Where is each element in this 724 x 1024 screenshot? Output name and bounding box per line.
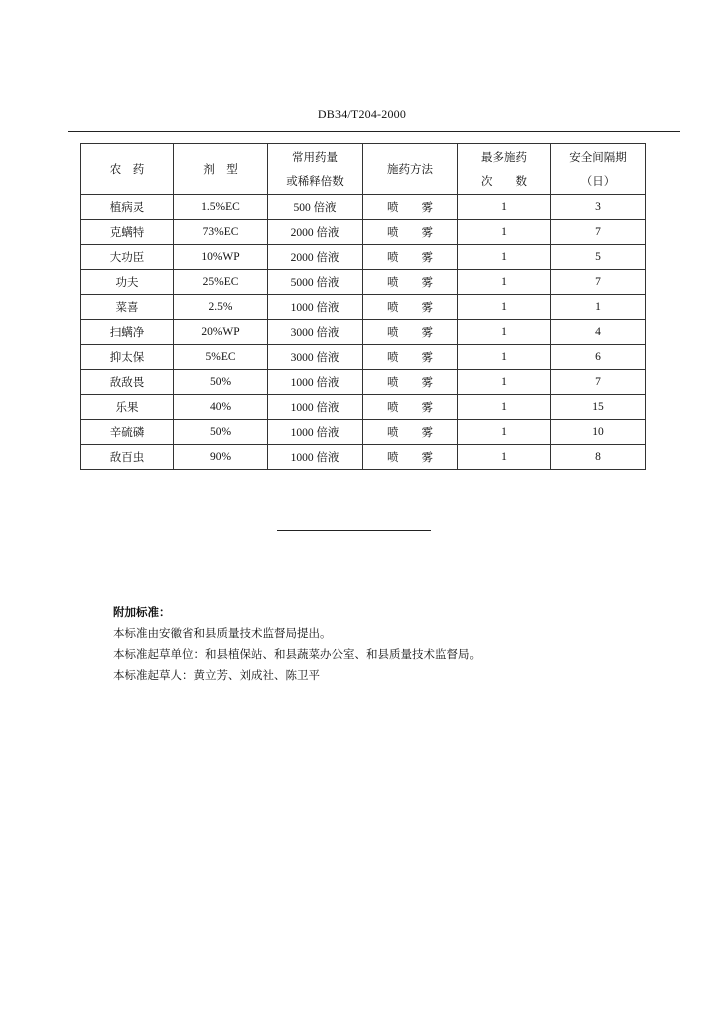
cell-interval: 7 — [551, 370, 646, 395]
cell-pesticide: 菜喜 — [81, 295, 174, 320]
cell-max-times: 1 — [458, 370, 551, 395]
table-row — [81, 270, 646, 295]
pesticide-safety-table — [80, 143, 646, 470]
cell-pesticide: 辛硫磷 — [81, 420, 174, 445]
cell-dosage: 1000 倍液 — [268, 370, 363, 395]
cell-pesticide: 敌敌畏 — [81, 370, 174, 395]
cell-dosage: 5000 倍液 — [268, 270, 363, 295]
cell-formulation: 90% — [174, 445, 268, 470]
cell-formulation: 50% — [174, 420, 268, 445]
cell-max-times: 1 — [458, 320, 551, 345]
cell-interval: 1 — [551, 295, 646, 320]
cell-formulation: 50% — [174, 370, 268, 395]
cell-max-times: 1 — [458, 195, 551, 220]
cell-pesticide: 扫螨净 — [81, 320, 174, 345]
cell-method: 喷 雾 — [363, 420, 458, 445]
cell-dosage: 1000 倍液 — [268, 445, 363, 470]
document-number: DB34/T204-2000 — [317, 107, 407, 121]
cell-dosage: 1000 倍液 — [268, 420, 363, 445]
cell-pesticide: 大功臣 — [81, 245, 174, 270]
cell-dosage: 3000 倍液 — [268, 320, 363, 345]
cell-dosage: 1000 倍液 — [268, 395, 363, 420]
table-row — [81, 395, 646, 420]
header-dosage: 常用药量 或稀释倍数 — [268, 144, 363, 195]
cell-formulation: 25%EC — [174, 270, 268, 295]
header-method: 施药方法 — [363, 144, 458, 195]
cell-method: 喷 雾 — [363, 245, 458, 270]
cell-pesticide: 克螨特 — [81, 220, 174, 245]
header-max-times: 最多施药 次 数 — [458, 144, 551, 195]
cell-max-times: 1 — [458, 395, 551, 420]
cell-max-times: 1 — [458, 445, 551, 470]
table-row — [81, 345, 646, 370]
cell-max-times: 1 — [458, 270, 551, 295]
cell-pesticide: 乐果 — [81, 395, 174, 420]
cell-interval: 4 — [551, 320, 646, 345]
cell-dosage: 1000 倍液 — [268, 295, 363, 320]
cell-dosage: 2000 倍液 — [268, 245, 363, 270]
appendix-line-proposer: 本标准由安徽省和县质量技术监督局提出。 — [113, 626, 332, 640]
cell-interval: 8 — [551, 445, 646, 470]
cell-max-times: 1 — [458, 295, 551, 320]
cell-interval: 10 — [551, 420, 646, 445]
cell-max-times: 1 — [458, 420, 551, 445]
cell-method: 喷 雾 — [363, 270, 458, 295]
cell-pesticide: 植病灵 — [81, 195, 174, 220]
appendix-title: 附加标准： — [113, 605, 171, 619]
cell-formulation: 10%WP — [174, 245, 268, 270]
cell-dosage: 3000 倍液 — [268, 345, 363, 370]
appendix-section — [113, 602, 481, 686]
header-divider — [68, 131, 680, 132]
table-row — [81, 420, 646, 445]
cell-formulation: 5%EC — [174, 345, 268, 370]
cell-method: 喷 雾 — [363, 370, 458, 395]
appendix-line-drafters: 本标准起草人：黄立芳、刘成社、陈卫平 — [113, 668, 320, 682]
cell-pesticide: 敌百虫 — [81, 445, 174, 470]
cell-max-times: 1 — [458, 345, 551, 370]
cell-method: 喷 雾 — [363, 220, 458, 245]
cell-max-times: 1 — [458, 245, 551, 270]
end-of-standard-rule — [277, 530, 431, 531]
cell-method: 喷 雾 — [363, 295, 458, 320]
table-row — [81, 245, 646, 270]
header-pesticide: 农 药 — [81, 144, 174, 195]
cell-formulation: 20%WP — [174, 320, 268, 345]
table-header-row — [81, 144, 646, 195]
cell-dosage: 2000 倍液 — [268, 220, 363, 245]
table-row — [81, 295, 646, 320]
cell-formulation: 73%EC — [174, 220, 268, 245]
cell-max-times: 1 — [458, 220, 551, 245]
cell-interval: 3 — [551, 195, 646, 220]
table-row — [81, 220, 646, 245]
table-row — [81, 320, 646, 345]
table-row — [81, 370, 646, 395]
cell-method: 喷 雾 — [363, 195, 458, 220]
cell-formulation: 1.5%EC — [174, 195, 268, 220]
cell-interval: 5 — [551, 245, 646, 270]
cell-formulation: 40% — [174, 395, 268, 420]
table-row — [81, 195, 646, 220]
cell-interval: 7 — [551, 220, 646, 245]
cell-dosage: 500 倍液 — [268, 195, 363, 220]
cell-interval: 6 — [551, 345, 646, 370]
appendix-line-drafting-units: 本标准起草单位：和县植保站、和县蔬菜办公室、和县质量技术监督局。 — [113, 647, 481, 661]
header-formulation: 剂 型 — [174, 144, 268, 195]
cell-method: 喷 雾 — [363, 345, 458, 370]
cell-interval: 15 — [551, 395, 646, 420]
header-safety-interval: 安全间隔期 （日） — [551, 144, 646, 195]
cell-formulation: 2.5% — [174, 295, 268, 320]
cell-method: 喷 雾 — [363, 445, 458, 470]
table-row — [81, 445, 646, 470]
cell-pesticide: 功夫 — [81, 270, 174, 295]
cell-pesticide: 抑太保 — [81, 345, 174, 370]
cell-interval: 7 — [551, 270, 646, 295]
cell-method: 喷 雾 — [363, 320, 458, 345]
cell-method: 喷 雾 — [363, 395, 458, 420]
